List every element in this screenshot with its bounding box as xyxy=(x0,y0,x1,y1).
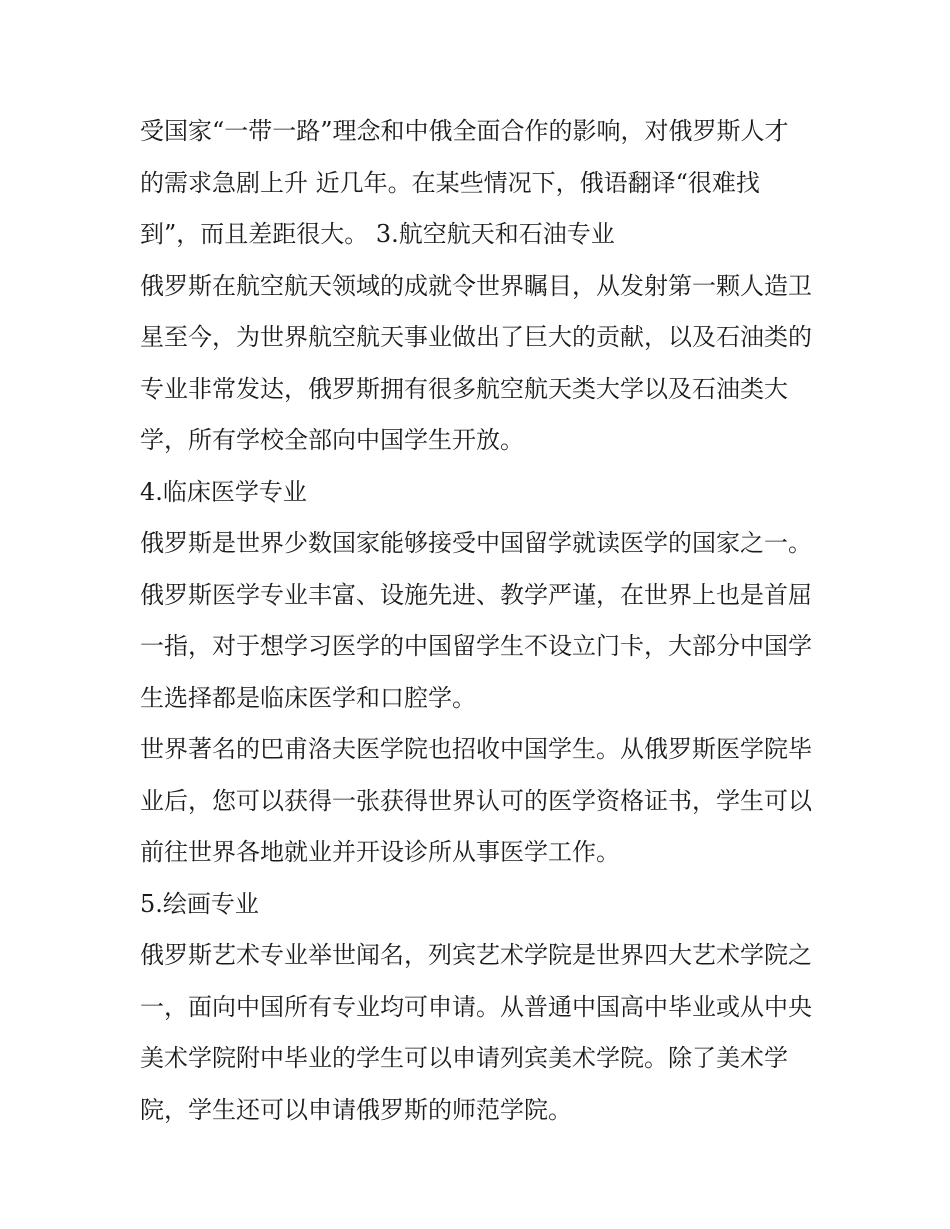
heading-painting: 5.绘画专业 xyxy=(140,889,259,918)
paragraph-medicine: 俄罗斯是世界少数国家能够接受中国留学就读医学的国家之一。俄罗斯医学专业丰富、设施先进、教学严谨，在世界上也是首屈一指，对于想学习医学的中国留学生不设立门卡，大部分中国学生选择都是临床医学和口腔学。 xyxy=(140,529,812,712)
heading-clinical-medicine: 4.临床医学专业 xyxy=(140,477,307,506)
document-body xyxy=(140,106,812,1136)
paragraph-art: 俄罗斯艺术专业举世闻名，列宾艺术学院是世界四大艺术学院之一，面向中国所有专业均可申请。从普通中国高中毕业或从中央美术学院附中毕业的学生可以申请列宾美术学院。除了美术学院，学生还可以申请俄罗斯的师范学院。 xyxy=(140,941,812,1124)
paragraph-aerospace: 俄罗斯在航空航天领域的成就令世界瞩目，从发射第一颗人造卫星至今，为世界航空航天事业做出了巨大的贡献，以及石油类的专业非常发达，俄罗斯拥有很多航空航天类大学以及石油类大学，所有学校全部向中国学生开放。 xyxy=(140,271,812,454)
paragraph-pavlov: 世界著名的巴甫洛夫医学院也招收中国学生。从俄罗斯医学院毕业后，您可以获得一张获得世界认可的医学资格证书，学生可以前往世界各地就业并开设诊所从事医学工作。 xyxy=(140,735,812,866)
paragraph-intro-and-aerospace-heading: 受国家“一带一路”理念和中俄全面合作的影响，对俄罗斯人才的需求急剧上升 近几年。在某些情况下，俄语翻译“很难找到”，而且差距很大。 3.航空航天和石油专业 xyxy=(140,117,789,248)
